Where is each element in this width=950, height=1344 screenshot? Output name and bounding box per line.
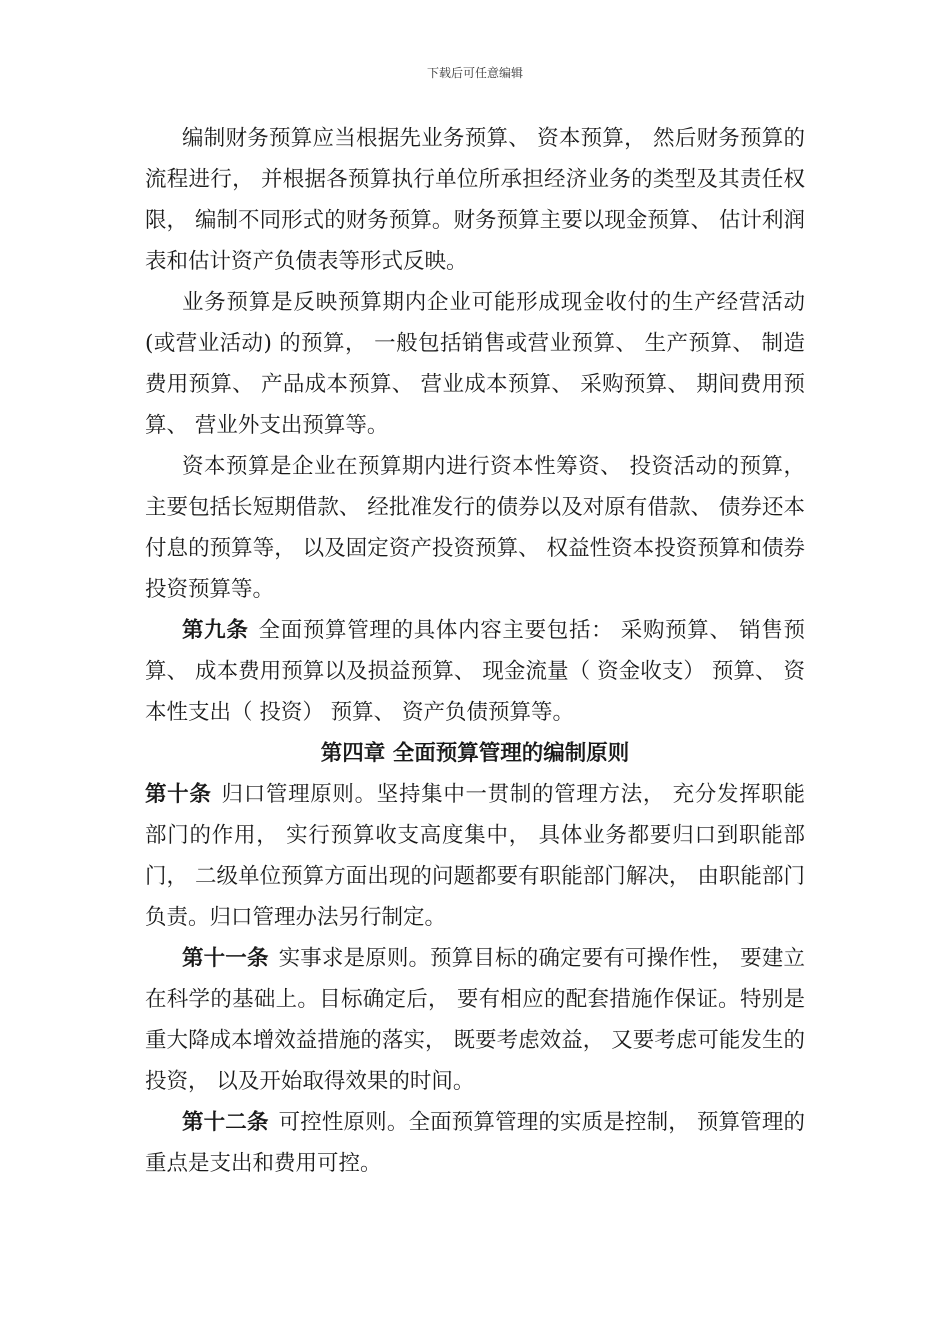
- paragraph-business-budget: 业务预算是反映预算期内企业可能形成现金收付的生产经营活动(或营业活动) 的预算， 一般包括销售或营业预算、 生产预算、 制造费用预算、 产品成本预算、 营业成本预算、 采购预算、 期间费用预算、 营业外支出预算等。: [145, 290, 805, 438]
- article-11-number: 第十一条: [182, 946, 269, 971]
- article-10-text: 归口管理原则。坚持集中一贯制的管理方法， 充分发挥职能部门的作用， 实行预算收支高度集中， 具体业务都要归口到职能部门， 二级单位预算方面出现的问题都要有职能部门解决， 由职能部门负责。归口管理办法另行制定。: [145, 782, 805, 930]
- paragraph-financial-budget: 编制财务预算应当根据先业务预算、 资本预算， 然后财务预算的流程进行， 并根据各预算执行单位所承担经济业务的类型及其责任权限， 编制不同形式的财务预算。财务预算主要以现金预算、 估计利润表和估计资产负债表等形式反映。: [145, 126, 805, 274]
- document-body: [145, 118, 805, 1184]
- article-10: [145, 774, 805, 938]
- article-9-number: 第九条: [182, 618, 249, 643]
- page-header: 下载后可任意编辑: [426, 66, 523, 80]
- article-12-text: 可控性原则。全面预算管理的实质是控制， 预算管理的重点是支出和费用可控。: [145, 1110, 805, 1176]
- article-12-number: 第十二条: [182, 1110, 269, 1135]
- article-9: [145, 610, 805, 733]
- article-11-text: 实事求是原则。预算目标的确定要有可操作性， 要建立在科学的基础上。目标确定后， 要有相应的配套措施作保证。特别是重大降成本增效益措施的落实， 既要考虑效益， 又要考虑可能发生的投资， 以及开始取得效果的时间。: [145, 946, 805, 1094]
- paragraph-capital-budget: 资本预算是企业在预算期内进行资本性筹资、 投资活动的预算， 主要包括长短期借款、 经批准发行的债券以及对原有借款、 债券还本付息的预算等， 以及固定资产投资预算、 权益性资本投资预算和债券投资预算等。: [145, 454, 805, 602]
- article-12: [145, 1102, 805, 1184]
- article-11: [145, 938, 805, 1102]
- article-10-number: 第十条: [145, 782, 212, 807]
- chapter-4-title: 第四章 全面预算管理的编制原则: [320, 741, 630, 766]
- article-9-text: 全面预算管理的具体内容主要包括： 采购预算、 销售预算、 成本费用预算以及损益预算、 现金流量（ 资金收支） 预算、 资本性支出（ 投资） 预算、 资产负债预算等。: [145, 618, 805, 725]
